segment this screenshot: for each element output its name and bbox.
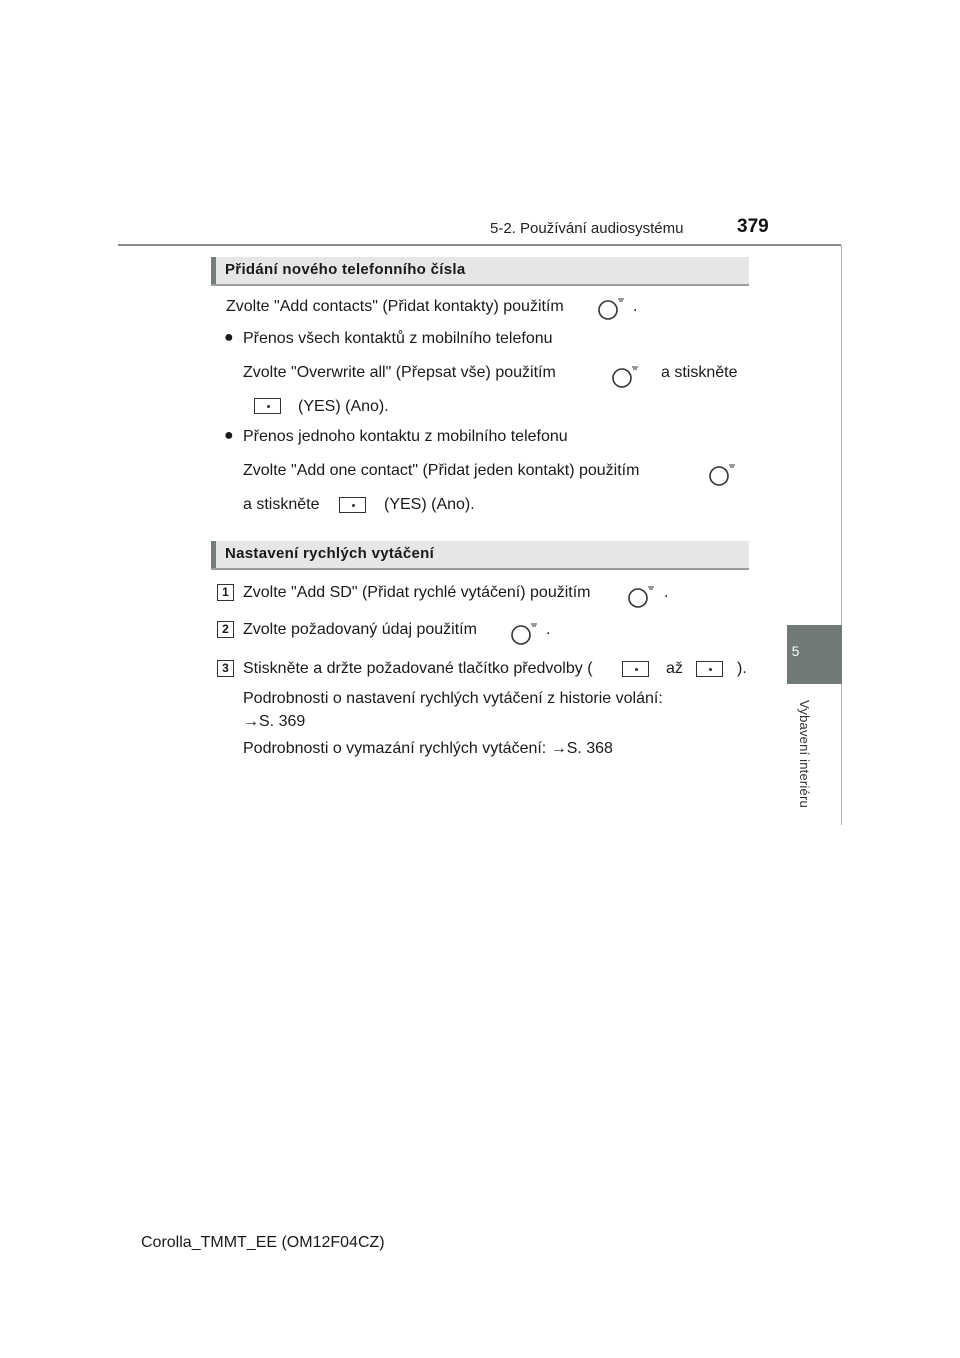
yes-button-icon xyxy=(254,398,281,414)
running-header-section: 5-2. Používání audiosystému xyxy=(490,220,684,237)
preset-button-icon xyxy=(622,661,649,677)
section1-intro: Zvolte "Add contacts" (Přidat kontakty) použitím xyxy=(226,298,564,315)
step-number-1: 1 xyxy=(217,584,234,601)
section1-intro-end: . xyxy=(633,298,638,315)
header-rule xyxy=(118,244,841,246)
bullet1-title: Přenos všech kontaktů z mobilního telefonu xyxy=(243,330,553,347)
page-number: 379 xyxy=(737,216,769,237)
yes-button-icon xyxy=(339,497,366,513)
bullet1-line1: Zvolte "Overwrite all" (Přepsat vše) použitím xyxy=(243,364,556,381)
section-heading-title: Přidání nového telefonního čísla xyxy=(225,261,466,278)
bullet2-title: Přenos jednoho kontaktu z mobilního telefonu xyxy=(243,428,568,445)
section-heading-accent xyxy=(211,257,216,284)
step-3-end: ). xyxy=(737,660,747,677)
section-heading-add-number xyxy=(211,257,749,286)
bullet2-line1: Zvolte "Add one contact" (Přidat jeden kontakt) použitím xyxy=(243,462,640,479)
knob-icon xyxy=(594,294,626,320)
step-3-text: Stiskněte a držte požadované tlačítko předvolby ( xyxy=(243,660,593,677)
section-heading-accent xyxy=(211,541,216,568)
knob-icon xyxy=(705,460,737,486)
preset-button-icon xyxy=(696,661,723,677)
knob-icon xyxy=(608,362,640,388)
section-heading-speed-dial xyxy=(211,541,749,570)
step-1-end: . xyxy=(664,584,669,601)
step-3-mid: až xyxy=(666,660,683,677)
note1-line1: Podrobnosti o nastavení rychlých vytáčení z historie volání: xyxy=(243,690,663,707)
bullet2-line2: a stiskněte xyxy=(243,496,320,513)
knob-icon xyxy=(624,582,656,608)
bullet2-line2-end: (YES) (Ano). xyxy=(384,496,475,513)
note1-page-link[interactable]: →S. 369 xyxy=(243,713,306,730)
bullet-dot: ● xyxy=(224,329,234,346)
step-1-text: Zvolte "Add SD" (Přidat rychlé vytáčení) použitím xyxy=(243,584,591,601)
section-heading-title: Nastavení rychlých vytáčení xyxy=(225,545,435,562)
side-rule xyxy=(841,245,842,825)
chapter-tab-label: Vybavení interiéru xyxy=(797,700,812,808)
step-2-end: . xyxy=(546,621,551,638)
knob-icon xyxy=(507,619,539,645)
chapter-tab-number: 5 xyxy=(791,643,800,659)
footer-model-code: Corolla_TMMT_EE (OM12F04CZ) xyxy=(141,1234,385,1251)
bullet1-line2: (YES) (Ano). xyxy=(298,398,389,415)
step-number-2: 2 xyxy=(217,621,234,638)
bullet-dot: ● xyxy=(224,427,234,444)
step-2-text: Zvolte požadovaný údaj použitím xyxy=(243,621,477,638)
note2: Podrobnosti o vymazání rychlých vytáčení: →S. 368 xyxy=(243,740,613,757)
bullet1-line1-end: a stiskněte xyxy=(661,364,738,381)
step-number-3: 3 xyxy=(217,660,234,677)
